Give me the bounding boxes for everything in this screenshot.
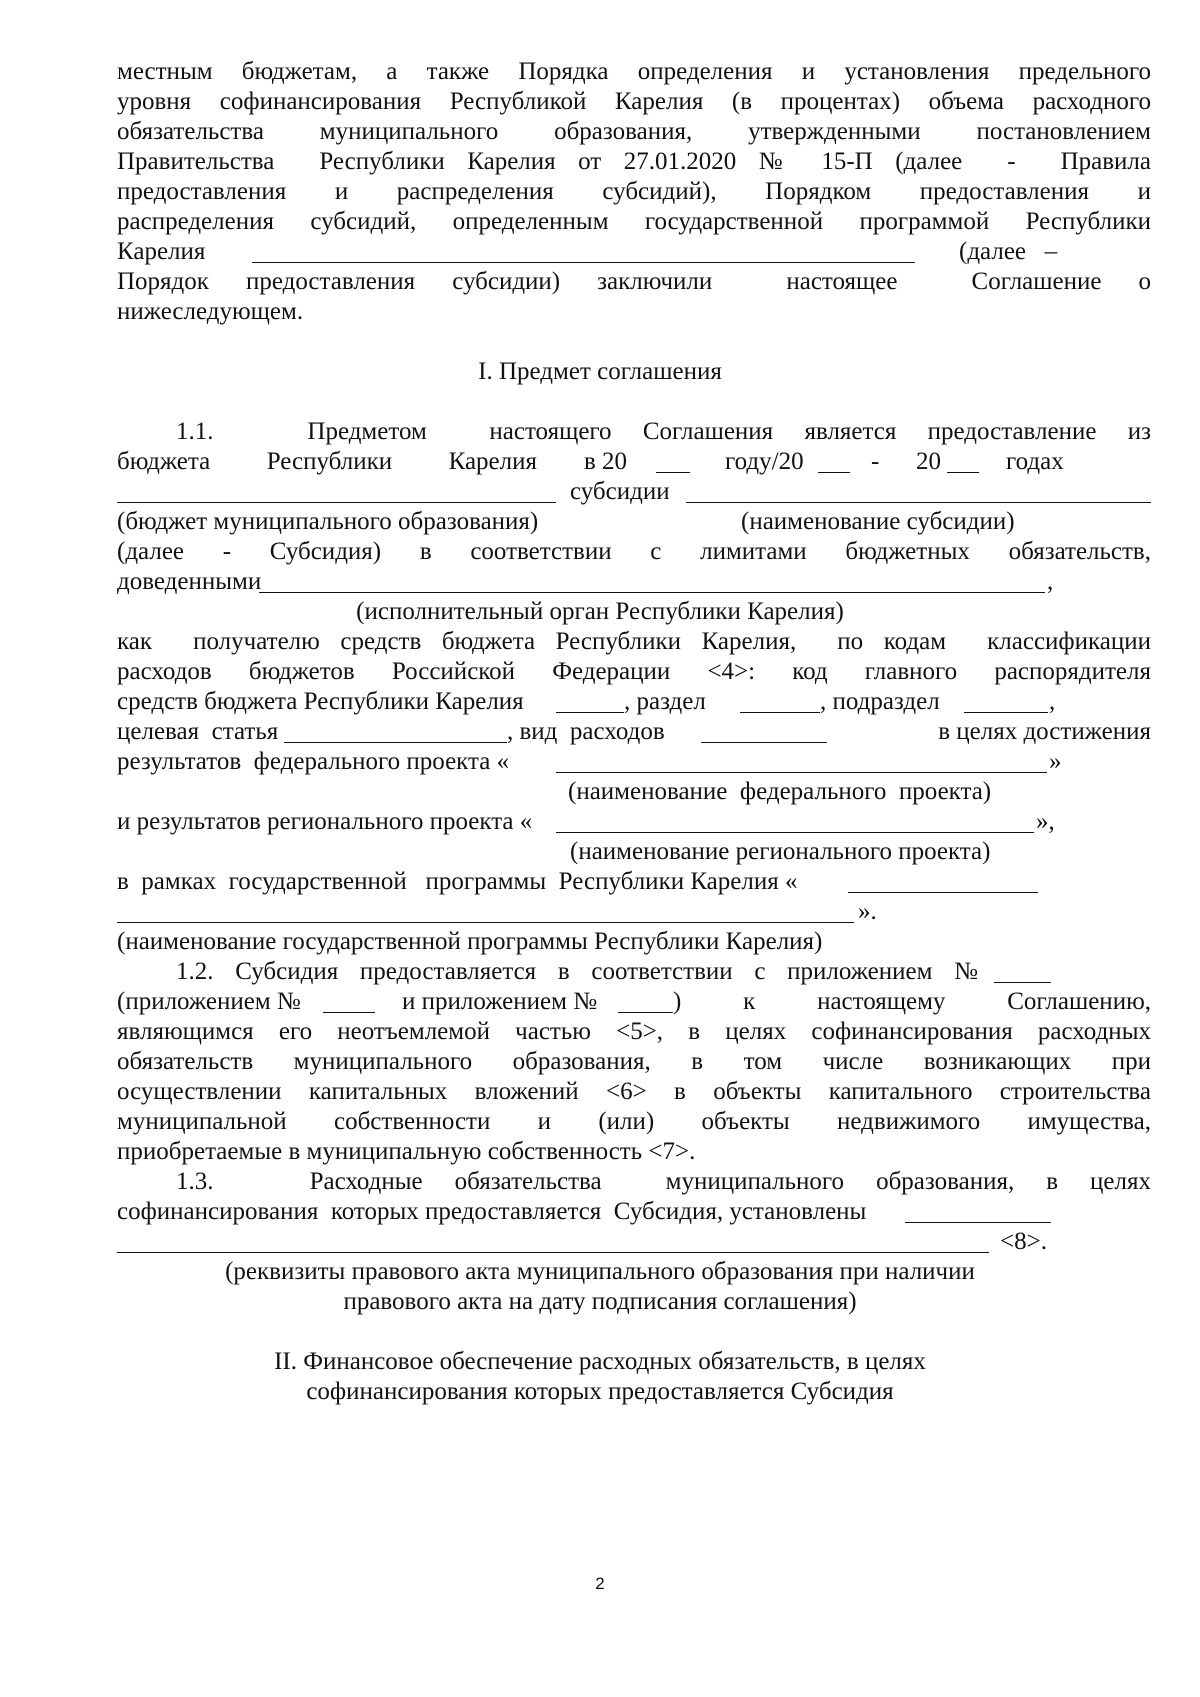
para-1-1-line-8-comma: ,	[1049, 688, 1056, 715]
para-1-3-line-3-end: <8>.	[1000, 1228, 1047, 1255]
para-1-1-line-2a: бюджета Республики Карелия	[117, 448, 537, 475]
federal-project-blank	[556, 772, 1047, 773]
program-name-blank	[252, 262, 915, 263]
intro-line-6: распределения субсидий, определенным государственной программой Республики	[117, 208, 1151, 235]
para-1-3-line-2: софинансирования которых предоставляется Субсидия, установлены	[117, 1198, 867, 1225]
para-1-3-line-1: 1.3. Расходные обязательства муниципального образования, в целях	[176, 1168, 1151, 1195]
caption-legal-act-2: правового акта на дату подписания соглашения)	[343, 1288, 857, 1315]
chief-manager-code-blank	[556, 712, 624, 713]
state-program-blank-2	[117, 922, 854, 923]
para-1-2-line-3: являющимся его неотъемлемой частью <5>, в целях софинансирования расходных	[117, 1018, 1151, 1045]
para-1-1-line-7: расходов бюджетов Российской Федерации <4>: код главного распорядителя	[117, 658, 1151, 685]
subsection-code-blank	[964, 712, 1048, 713]
executive-organ-blank	[259, 592, 1045, 593]
legal-act-blank-2	[117, 1252, 989, 1253]
para-1-2-line-2a: (приложением №	[117, 988, 301, 1015]
para-1-1-line-11b: »,	[1036, 808, 1055, 835]
caption-regional-project: (наименование регионального проекта)	[570, 838, 991, 865]
para-1-1-dash: -	[871, 448, 880, 475]
intro-line-7-end: (далее –	[959, 238, 1058, 265]
page-number: 2	[595, 1574, 605, 1593]
section-2-title-line-1: II. Финансовое обеспечение расходных обязательств, в целях	[274, 1348, 926, 1375]
appendix-number-blank-2	[323, 1012, 375, 1013]
caption-federal-project: (наименование федерального проекта)	[568, 778, 992, 805]
para-1-1-line-5-comma: ,	[1047, 568, 1054, 595]
expense-type-blank	[701, 742, 827, 743]
para-1-1-subsection-word: , подраздел	[820, 688, 940, 715]
intro-line-8: Порядок предоставления субсидии) заключили настоящее Соглашение о	[117, 268, 1151, 295]
para-1-1-section-word: , раздел	[624, 688, 706, 715]
para-1-1-year-prefix-1: в 20	[584, 448, 628, 475]
para-1-2-line-1: 1.2. Субсидия предоставляется в соответствии с приложением №	[176, 958, 978, 985]
year-blank-3	[947, 472, 979, 473]
para-1-1-line-9c: в целях достижения	[938, 718, 1151, 745]
caption-state-program: (наименование государственной программы Республики Карелия)	[117, 928, 823, 955]
intro-line-2: уровня софинансирования Республикой Карелия (в процентах) объема расходного	[117, 88, 1151, 115]
para-1-2-line-5: осуществлении капитальных вложений <6> в объекты капитального строительства	[117, 1078, 1151, 1105]
appendix-number-blank-1	[994, 982, 1051, 983]
para-1-1-line-10a: результатов федерального проекта «	[117, 748, 510, 775]
intro-line-9: нижеследующем.	[117, 298, 304, 325]
intro-line-5: предоставления и распределения субсидий), Порядком предоставления и	[117, 178, 1151, 205]
budget-blank	[117, 502, 556, 503]
para-1-1-line-12: в рамках государственной программы Республики Карелия «	[117, 868, 798, 895]
year-blank-1	[656, 472, 690, 473]
para-1-2-line-2c: ) к настоящему Соглашению,	[673, 988, 1151, 1015]
legal-act-blank-1	[905, 1222, 1051, 1223]
regional-project-blank	[556, 832, 1034, 833]
para-1-1-line-4: (далее - Субсидия) в соответствии с лимитами бюджетных обязательств,	[117, 538, 1151, 565]
para-1-2-line-2b: и приложением №	[402, 988, 598, 1015]
para-1-1-line-11a: и результатов регионального проекта «	[117, 808, 533, 835]
intro-line-3: обязательства муниципального образования, утвержденными постановлением	[117, 118, 1151, 145]
section-1-title: I. Предмет соглашения	[478, 358, 722, 385]
para-1-1-year-prefix-2: году/20	[725, 448, 804, 475]
para-1-2-line-4: обязательств муниципального образования, в том числе возникающих при	[117, 1048, 1151, 1075]
para-1-2-line-6: муниципальной собственности и (или) объекты недвижимого имущества,	[117, 1108, 1151, 1135]
para-1-1-line-5: доведенными	[117, 568, 262, 595]
section-2-title-line-2: софинансирования которых предоставляется Субсидия	[306, 1378, 894, 1405]
para-1-1-expense-type-word: , вид расходов	[507, 718, 665, 745]
para-1-1-line-6: как получателю средств бюджета Республики Карелия, по кодам классификации	[117, 628, 1151, 655]
caption-legal-act-1: (реквизиты правового акта муниципального образования при наличии	[225, 1258, 975, 1285]
subsidy-name-blank	[686, 502, 1151, 503]
year-blank-2	[818, 472, 850, 473]
target-article-blank	[284, 742, 507, 743]
para-1-1-line-10b: »	[1049, 748, 1062, 775]
caption-subsidy: (наименование субсидии)	[741, 508, 1015, 535]
caption-budget: (бюджет муниципального образования)	[117, 508, 539, 535]
state-program-blank-1	[848, 892, 1038, 893]
caption-executive-organ: (исполнительный орган Республики Карелия)	[356, 598, 844, 625]
para-1-1-line-1: 1.1. Предметом настоящего Соглашения является предоставление из	[176, 418, 1151, 445]
section-code-blank	[740, 712, 820, 713]
intro-line-1: местным бюджетам, а также Порядка определения и установления предельного	[117, 58, 1151, 85]
para-1-1-years-word: годах	[1006, 448, 1064, 475]
appendix-number-blank-3	[618, 1012, 673, 1013]
para-1-1-subsidy-word: субсидии	[570, 478, 670, 505]
para-1-1-line-8a: средств бюджета Республики Карелия	[117, 688, 524, 715]
intro-line-7-start: Карелия	[117, 238, 206, 265]
intro-line-4: Правительства Республики Карелия от 27.01.2020 № 15-П (далее - Правила	[117, 148, 1151, 175]
para-1-1-line-13-end: ».	[858, 898, 877, 925]
para-1-1-line-9a: целевая статья	[117, 718, 279, 745]
para-1-1-year-prefix-3: 20	[916, 448, 941, 475]
para-1-2-line-7: приобретаемые в муниципальную собственность <7>.	[117, 1138, 696, 1165]
